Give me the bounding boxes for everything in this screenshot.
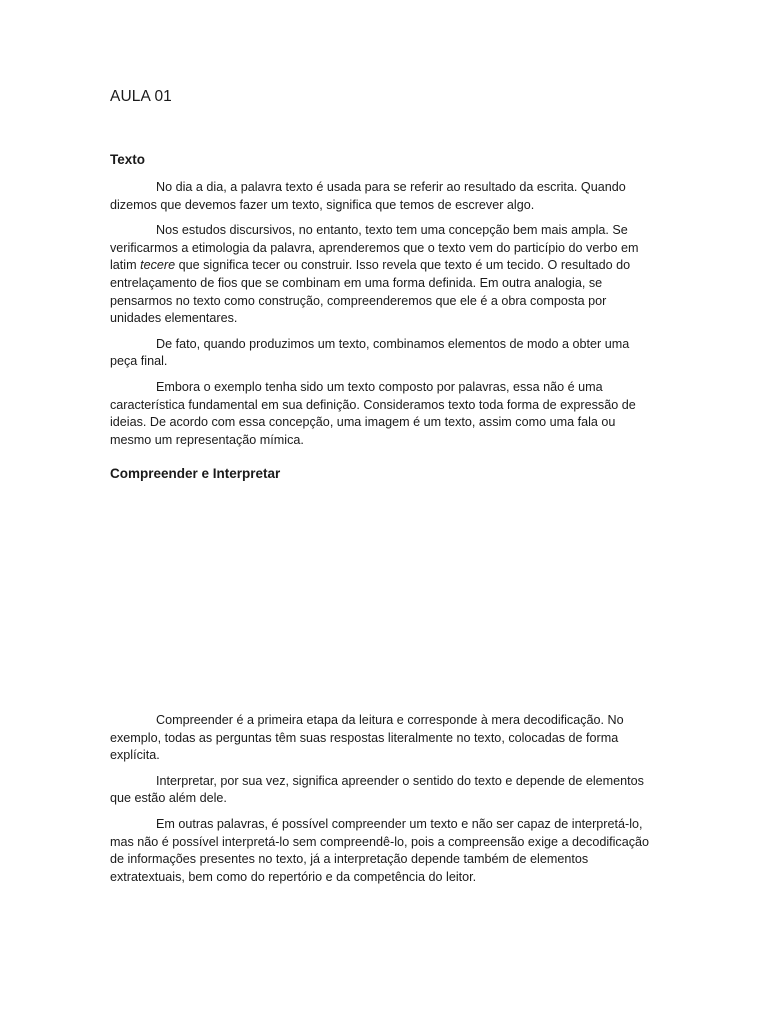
section-texto: [110, 151, 658, 457]
paragraph: Em outras palavras, é possível compreender um texto e não ser capaz de interpretá-lo, mas não é possível interpretá-lo sem compreendê-lo, pois a compreensão exige a decodificação de informações presentes no texto, já a interpretação depende também de elementos extratextuais, bem como do repertório e da competência do leitor.: [110, 816, 650, 884]
paragraph-text: que significa tecer ou construir. Isso revela que texto é um tecido. O resultado do entrelaçamento de fios que se combinam em uma forma definida. Em outra analogia, se pensarmos no texto como construção, compreenderemos que ele é a obra composta por unidades elementares.: [110, 258, 631, 326]
paragraph: [110, 222, 658, 328]
paragraph: No dia a dia, a palavra texto é usada para se referir ao resultado da escrita. Quando dizemos que devemos fazer um texto, significa que temos de escrever algo.: [110, 180, 626, 212]
paragraph-text: Nos estudos discursivos, no entanto, texto tem uma concepção bem mais ampla. Se verificarmos a etimologia da palavra, aprenderemos que o texto vem do particípio do verbo em latim: [110, 223, 639, 273]
paragraph: Interpretar, por sua vez, significa apreender o sentido do texto e depende de elementos que estão além dele.: [110, 773, 644, 806]
section-heading-texto: Texto: [110, 152, 146, 167]
paragraph: De fato, quando produzimos um texto, combinamos elementos de modo a obter uma peça final.: [110, 336, 630, 369]
section-compreender-interpretar: [110, 712, 658, 894]
italic-term: tecere: [140, 258, 176, 273]
page-title: AULA 01: [110, 88, 172, 105]
paragraph: Embora o exemplo tenha sido um texto composto por palavras, essa não é uma característica fundamental em sua definição. Consideramos texto toda forma de expressão de ideias. De acordo com essa concepção, uma imagem é um texto, assim como uma fala ou mesmo um representação mímica.: [110, 379, 636, 447]
paragraph: Compreender é a primeira etapa da leitura e corresponde à mera decodificação. No exemplo, todas as perguntas têm suas respostas literalmente no texto, colocadas de forma explícita.: [110, 713, 624, 763]
section-heading-compreender-interpretar: Compreender e Interpretar: [110, 466, 281, 481]
